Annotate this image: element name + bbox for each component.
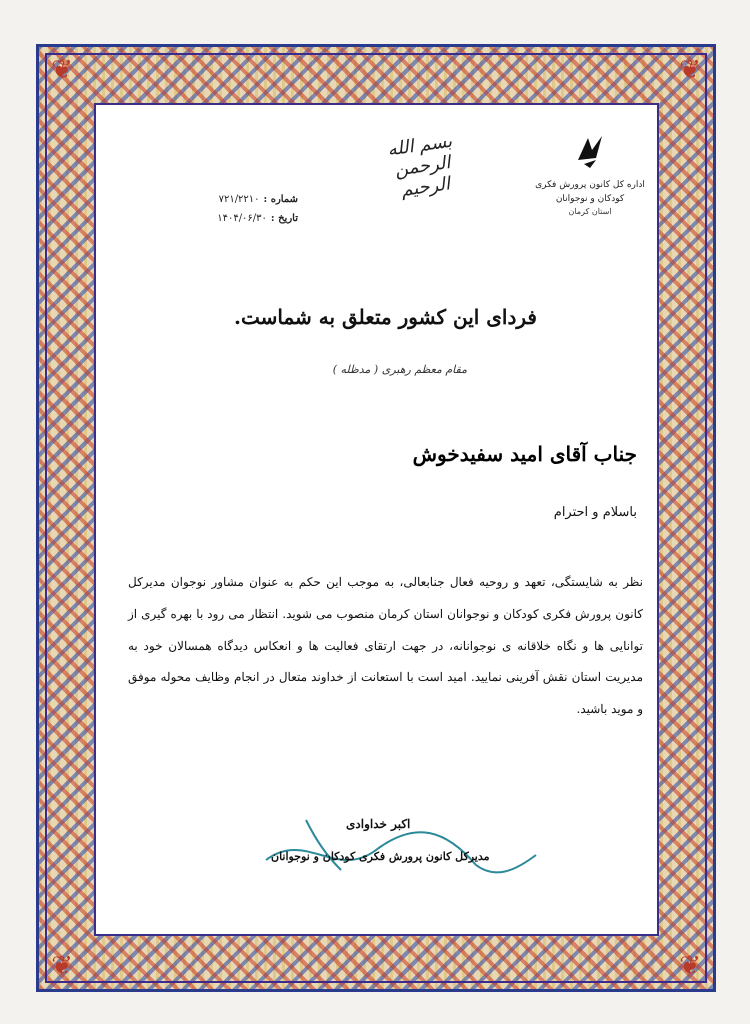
letter-body: نظر به شایستگی، تعهد و روحیه فعال جنابعالی، به موجب این حکم به عنوان مشاور نوجوان مدیرکل کانون پرورش فکری کودکان و نوجوانان استان کرمان منصوب می شوید. انتظار می رود با بهره گیری از توانایی ها و نگاه خلاقانه ی نوجوانانه، در جهت ارتقای فعالیت ها و انعکاس دیدگاه همسالان خود به مدیریت استان نقش آفرینی نمایید. امید است با استعانت از خداوند متعال در انجام وظایف محوله موفق و موید باشید.: [128, 575, 644, 717]
letter-page: [94, 103, 659, 936]
corner-ornament-icon: ❦: [679, 951, 701, 981]
kanoon-bird-logo-icon: [570, 130, 610, 170]
recipient-name: جناب آقای امید سفیدخوش: [412, 442, 637, 466]
signatory-name: اکبر خداوادی: [346, 817, 411, 831]
organization-logo: [535, 130, 645, 216]
letter-meta: [188, 190, 298, 228]
organization-name: اداره کل کانون پرورش فکری کودکان و نوجوانان: [535, 180, 645, 205]
number-label: شماره :: [263, 194, 298, 205]
corner-ornament-icon: ❦: [679, 55, 701, 85]
date-label: تاریخ :: [270, 213, 298, 224]
date-value: ۱۴۰۴/۰۶/۳۰: [217, 213, 267, 224]
greeting: باسلام و احترام: [553, 505, 637, 520]
number-row: [188, 190, 298, 209]
basmala-calligraphy: بسم الله الرحمن الرحیم: [386, 130, 454, 201]
signatory-title: مدیرکل کانون پرورش فکری کودکان و نوجوانان: [271, 850, 490, 863]
organization-province: استان کرمان: [568, 206, 612, 216]
corner-ornament-icon: ❦: [51, 951, 73, 981]
quote-text: فردای این کشور متعلق به شماست.: [234, 305, 537, 329]
number-value: ۷۲۱/۲۲۱۰: [218, 194, 260, 205]
quote-source: مقام معظم رهبری ( مدظله ): [332, 363, 467, 376]
date-row: [188, 209, 298, 228]
corner-ornament-icon: ❦: [51, 55, 73, 85]
